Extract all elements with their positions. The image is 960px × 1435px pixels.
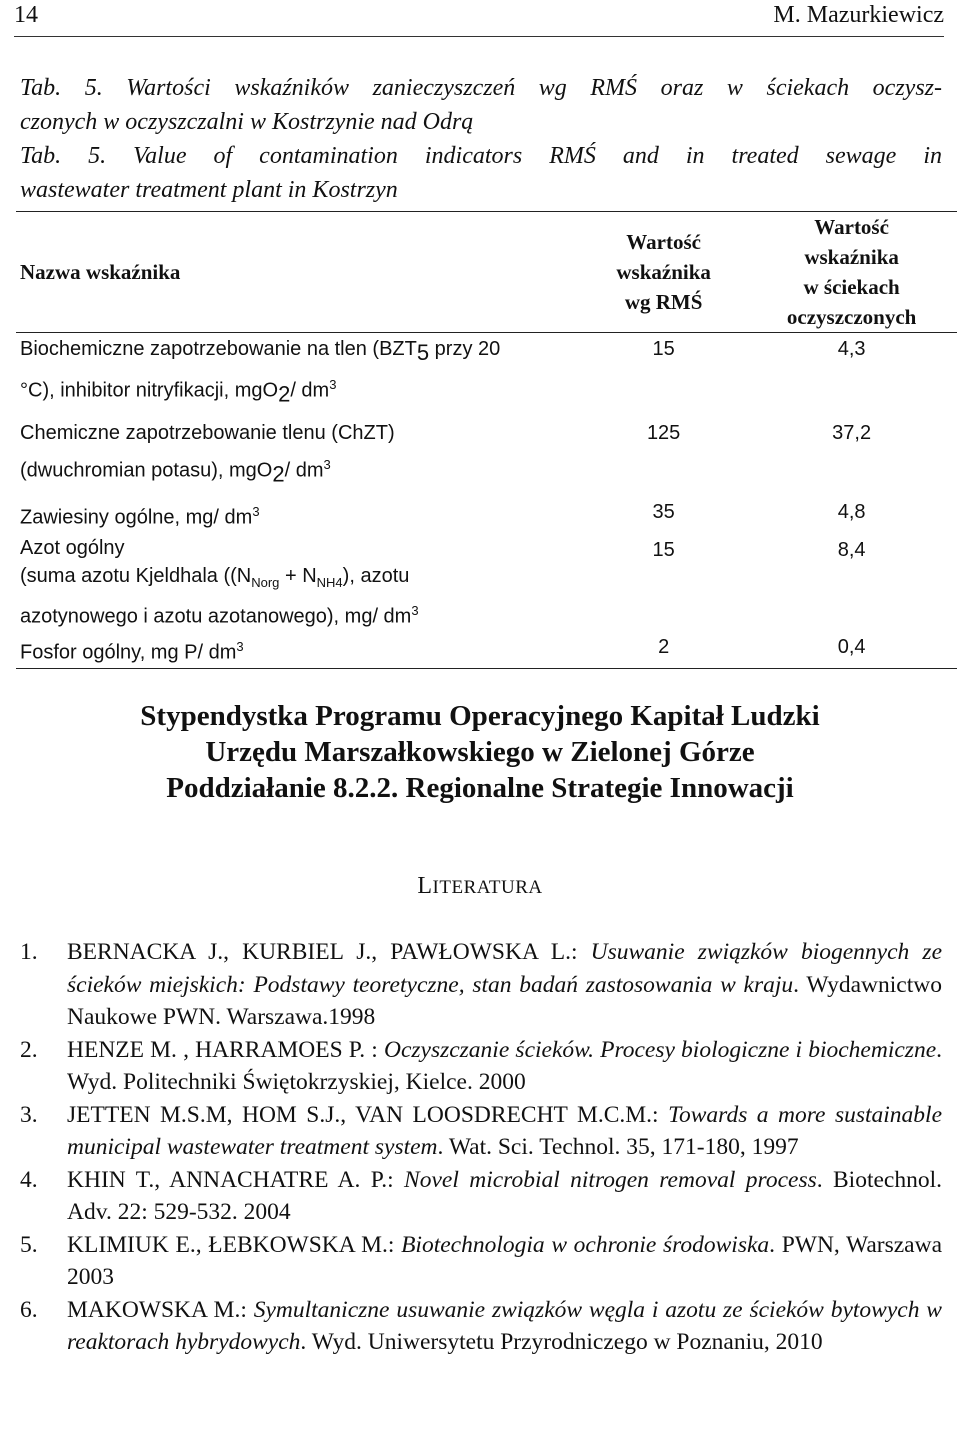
header-rms: Wartość wskaźnika wg RMŚ xyxy=(581,212,746,333)
caption-en-line-2: wastewater treatment plant in Kostrzyn xyxy=(20,177,398,203)
grant-line-2: Urzędu Marszałkowskiego w Zielonej Górze xyxy=(205,736,755,768)
table-row xyxy=(16,490,957,534)
running-head: M. Mazurkiewicz xyxy=(773,2,944,28)
reference-item: 2. HENZE M. , HARRAMOES P. : Oczyszczanie ścieków. Procesy biologiczne i biochemiczne. Wyd. Politechniki Świętokrzyskiej, Kielce. 2000 xyxy=(20,1034,942,1099)
caption-pl-line-2: czonych w oczyszczalni w Kostrzynie nad Odrą xyxy=(20,109,474,135)
header-name: Nazwa wskaźnika xyxy=(16,212,581,333)
reference-item: 4. KHIN T., ANNACHATRE A. P.: Novel microbial nitrogen removal process. Biotechnol. Adv. 22: 529-532. 2004 xyxy=(20,1164,942,1229)
row-name: Zawiesiny ogólne, mg/ $dm^3$ xyxy=(20,504,260,529)
reference-number: 1. xyxy=(20,939,38,965)
row-name: Chemiczne zapotrzebowanie tlenu (ChZT) (dwuchromian potasu), mgO2/ $dm^3$ xyxy=(20,421,395,487)
table-row xyxy=(16,534,957,631)
table-header-row xyxy=(16,212,957,333)
reference-number: 4. xyxy=(20,1166,38,1193)
reference-number: 2. xyxy=(20,1036,38,1063)
row-value-rms: 35 xyxy=(652,501,675,524)
reference-number: 5. xyxy=(20,1231,38,1258)
caption-en-line-1: Tab. 5. Value of contamination indicators RMŚ and in treated sewage in xyxy=(20,143,942,169)
grant-acknowledgement xyxy=(0,698,960,806)
grant-line-1: Stypendystka Programu Operacyjnego Kapitał Ludzki xyxy=(140,700,820,732)
row-value-treated: 0,4 xyxy=(746,631,957,669)
reference-number: 3. xyxy=(20,1101,38,1128)
reference-item: 1. BERNACKA J., KURBIEL J., PAWŁOWSKA L.: Usuwanie związków biogennych ze ścieków miejskich: Podstawy teoretyczne, stan badań zastosowania w kraju. Wydawnictwo Naukowe PWN. Warszawa.1998 xyxy=(20,936,942,1034)
row-value-treated: 8,4 xyxy=(837,538,866,561)
page-number: 14 xyxy=(14,2,38,28)
table-caption xyxy=(20,71,942,207)
reference-item: 6. MAKOWSKA M.: Symultaniczne usuwanie związków węgla i azotu ze ścieków bytowych w reaktorach hybrydowych. Wyd. Uniwersytetu Przyrodniczego w Poznaniu, 2010 xyxy=(20,1294,942,1359)
row-value-rms: 2 xyxy=(581,631,746,669)
page-header xyxy=(14,0,944,37)
table-row xyxy=(16,631,957,669)
reference-list xyxy=(20,936,942,1359)
row-value-treated: 37,2 xyxy=(832,421,872,444)
row-value-treated: 4,8 xyxy=(837,501,866,524)
table-row xyxy=(16,411,957,491)
caption-pl-line-1: Tab. 5. Wartości wskaźników zanieczyszczeń wg RMŚ oraz w ściekach oczysz- xyxy=(20,75,942,101)
row-name: Fosfor ogólny, mg P/ $dm^3$ xyxy=(16,631,581,669)
row-name: Azot ogólny (suma azotu Kjeldhala ($(N_{Norg} + N_{NH4})$, azotu azotynowego i azotu azotanowego), mg/ $dm^3$ xyxy=(20,536,419,628)
row-value-rms: 15 xyxy=(652,338,675,360)
literature-heading: LITERATURA xyxy=(417,873,543,899)
row-name: Biochemiczne zapotrzebowanie na tlen (BZT5 przy 20 °C), inhibitor nitryfikacji, mgO2/ $dm^3$ xyxy=(20,338,501,407)
row-value-rms: 125 xyxy=(646,421,681,444)
header-treated: Wartość wskaźnika w ściekach oczyszczonych xyxy=(746,212,957,333)
reference-item: 5. KLIMIUK E., ŁEBKOWSKA M.: Biotechnologia w ochronie środowiska. PWN, Warszawa 2003 xyxy=(20,1229,942,1294)
table-row xyxy=(16,333,957,411)
row-value-rms: 15 xyxy=(652,538,675,561)
reference-item: 3. JETTEN M.S.M, HOM S.J., VAN LOOSDRECHT M.C.M.: Towards a more sustainable municipal wastewater treatment system. Wat. Sci. Technol. 35, 171-180, 1997 xyxy=(20,1099,942,1164)
reference-number: 6. xyxy=(20,1296,38,1323)
indicators-table xyxy=(16,211,957,669)
row-value-treated: 4,3 xyxy=(837,338,866,360)
grant-line-3: Poddziałanie 8.2.2. Regionalne Strategie Innowacji xyxy=(166,772,794,804)
